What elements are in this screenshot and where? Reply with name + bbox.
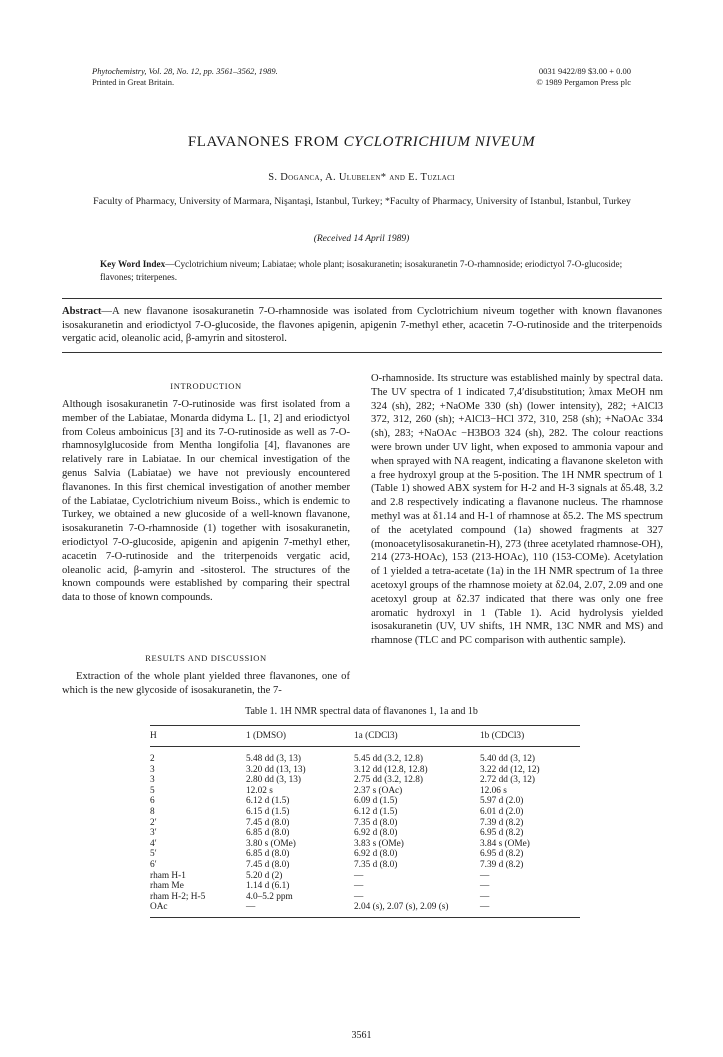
table-caption: Table 1. 1H NMR spectral data of flavanones 1, 1a and 1b [245,706,478,717]
cell: — [480,870,490,881]
col-header-1a: 1a (CDCl3) [354,726,480,747]
cell: 6 [150,796,155,807]
cell: 7.35 d (8.0) [354,817,398,828]
cell: 3.12 dd (12.8, 12.8) [354,764,428,775]
publisher-header [536,66,631,88]
cell: 5 [150,785,155,796]
cell: — [480,891,490,902]
nmr-table [150,725,580,918]
table-row [150,839,580,850]
received-date: (Received 14 April 1989) [313,234,410,244]
cell: 8 [150,806,155,817]
cell: 6.85 d (8.0) [246,828,290,839]
cell: 7.45 d (8.0) [246,817,290,828]
cell: 3.80 s (OMe) [246,838,296,849]
title-prefix: FLAVANONES FROM [187,134,340,150]
keyword-index [100,258,640,284]
table-row [150,775,580,786]
keywords-text: —Cyclotrichium niveum; Labiatae; whole plant; isosakuranetin; isosakuranetin 7-O-rhamnoside; eriodictyol 7-O-glucoside; flavones; triterpenes. [100,259,623,282]
cell: rham H-1 [150,870,186,881]
abstract-label: Abstract [62,306,102,317]
right-column-text: O-rhamnoside. Its structure was established mainly by spectral data. The UV spectra of 1 indicated 7,4′disubstitution; λmax MeOH nm 324 (sh), 282; +NaOMe 330 (sh) (lower intensity), 282; +AlCl3 372, 312, 260 (sh); +AlCl3−HCl 372, 310, 258 (sh); +NaOAc 334 (sh), 283; +NaOAc −H3BO3 324 (sh), 282. The colour reactions were brown under UV light, when exposed to ammonia vapour and when sprayed with NA reagent, indicating a flavanone skeleton with a free hydroxyl group at the 5-position. The 1H NMR spectrum of 1 (Table 1) showed ABX system for H-2 and H-3 signals at δ5.48, 3.2 and 2.8 respectively indicating a flavanone nucleus. The rhamnose methyl was at δ1.14 and H-1 of rhamnose at δ5.2. The MS spectrum of the acetylated compound (1a) showed fragments at 327 (monoacetylisosakuranetin-H), 273 (three acetylated rhamnose-OH), 214 (273-HOAc), 153 (213-HOAc), 110 (153-COMe). Acetylation of 1 yielded a tetra-acetate (1a) in the 1H NMR spectrum of 1a three acetoxyl groups of the rhamnose moiety at δ2.04, 2.07, 2.09 and one acetoxyl group at δ2.37 indicated that there was only one free aromatic hydroxyl in 1 (Table 1). Acid hydrolysis yielded isosakuranetin (UV, UV shifts, 1H NMR, 13C NMR and MS) and rhamnose (TLC and PC comparison with authentic sample). [371,373,663,647]
cell: 6.92 d (8.0) [354,828,398,839]
cell: 5.40 dd (3, 12) [480,754,536,764]
table-row [150,747,580,765]
cell: — [480,902,580,917]
cell: 6.95 d (8.2) [480,849,524,860]
cell: 3.22 dd (12, 12) [480,764,540,775]
cell: 6.12 d (1.5) [354,806,398,817]
cell: 3 [150,775,155,786]
cell: 7.45 d (8.0) [246,859,290,870]
table-row [150,849,580,860]
cell: 6.95 d (8.2) [480,828,524,839]
introduction-text: Although isosakuranetin 7-O-rutinoside was first isolated from a member of the Labiatae, Monarda didyma L. [1, 2] and eriodictyol from Coleus amboinicus [3] and its 7-O-rutinoside as well as 7-O-rhamnosylglucoside from Mentha longifolia [4], flavanones are relatively rare in Labiatae. In our chemical investigation of the genus Salvia (Labiatae) we have not previously encountered flavanones. In this first chemical investigation of another member of the Labiatae, Cyclotrichium niveum Boiss., which is endemic to Turkey, we obtained a new glucoside of a well-known flavanone, isosakuranetin 7-O-rhamnoside (1) together with isosakuranetin, eriodictyol 7-O-glucoside, apigenin and apigenin 7-methyl ether, acacetin 7-O-rutinoside and the triterpenoids vergatic acid, oleanolic acid, β-amyrin and -sitosterol. The structures of the known compounds were established by comparing their spectral data to those of known compounds. [62,399,350,604]
cell: — [354,870,364,881]
cell: 7.39 d (8.2) [480,859,524,870]
cell: 7.39 d (8.2) [480,817,524,828]
col-header-1b: 1b (CDCl3) [480,726,580,747]
authors: S. Doganca, A. Ulubelen* and E. Tuzlaci [268,172,455,183]
cell: 6.15 d (1.5) [246,806,290,817]
table-row [150,902,580,917]
cell: 5.48 dd (3, 13) [246,754,302,764]
cell: 2.04 (s), 2.07 (s), 2.09 (s) [354,902,480,917]
cell: 6.09 d (1.5) [354,796,398,807]
cell: 12.06 s [480,785,507,796]
cell: 4.0–5.2 ppm [246,891,293,902]
introduction-heading: INTRODUCTION [170,381,242,391]
page-number: 3561 [351,1030,372,1041]
cell: 2.37 s (OAc) [354,785,403,796]
table-row [150,828,580,839]
title-species: CYCLOTRICHIUM NIVEUM [343,134,536,150]
table-row [150,796,580,807]
cell: 6′ [150,859,157,870]
cell: 3.20 dd (13, 13) [246,764,306,775]
cell: 6.92 d (8.0) [354,849,398,860]
table-row [150,860,580,871]
cell: 12.02 s [246,785,273,796]
cell: 2.72 dd (3, 12) [480,775,536,786]
table-row [150,881,580,892]
keywords-label: Key Word Index [100,259,166,269]
cell: — [246,902,354,917]
cell: 7.35 d (8.0) [354,859,398,870]
cell: 3.83 s (OMe) [354,838,404,849]
abstract-bottom-rule [62,352,662,353]
cell: 5.97 d (2.0) [480,796,524,807]
cell: 6.85 d (8.0) [246,849,290,860]
cell: OAc [150,902,246,917]
cell: 5′ [150,849,157,860]
cell: rham Me [150,881,184,892]
copyright-note: © 1989 Pergamon Press plc [536,77,631,87]
cell: 5.45 dd (3.2, 12.8) [354,754,423,764]
table-row [150,871,580,882]
cell: 4′ [150,838,157,849]
abstract-top-rule [62,298,662,299]
abstract [62,305,662,346]
cell: 5.20 d (2) [246,870,283,881]
cell: — [354,881,364,892]
cell: 2 [150,754,155,764]
table-row [150,765,580,776]
issn-code: 0031 9422/89 $3.00 + 0.00 [538,66,631,76]
cell: 2′ [150,817,157,828]
article-title [0,134,723,151]
cell: 3 [150,764,155,775]
printed-note: Printed in Great Britain. [92,77,175,87]
cell: 2.75 dd (3.2, 12.8) [354,775,423,786]
table-row [150,818,580,829]
cell: 3.84 s (OMe) [480,838,530,849]
table-row [150,786,580,797]
table-row [150,892,580,903]
table-row [150,807,580,818]
cell: rham H-2; H-5 [150,891,206,902]
cell: — [354,891,364,902]
cell: 3′ [150,828,157,839]
cell: 6.01 d (2.0) [480,806,524,817]
abstract-text: —A new flavanone isosakuranetin 7-O-rhamnoside was isolated from Cyclotrichium niveum together with known flavanones isosakuranetin and eriodictyol 7-O-glucoside, the flavones apigenin, apigenin 7-methyl ether, acacetin 7-O-rutinoside and the triterpenoids vergatic acid, oleanolic acid, β-amyrin and sitosterol. [62,306,662,344]
journal-header [92,66,278,88]
results-heading: RESULTS AND DISCUSSION [145,653,267,663]
cell: 1.14 d (6.1) [246,881,290,892]
col-header-h: H [150,726,246,747]
journal-citation: Phytochemistry, Vol. 28, No. 12, pp. 3561–3562, 1989. [92,66,278,76]
col-header-1: 1 (DMSO) [246,726,354,747]
cell: — [480,881,490,892]
table-header-row [150,726,580,747]
affiliation: Faculty of Pharmacy, University of Marmara, Nişantaşi, Istanbul, Turkey; *Faculty of Pharmacy, University of Istanbul, Istanbul, Turkey [93,196,631,207]
cell: 2.80 dd (3, 13) [246,775,302,786]
results-text: Extraction of the whole plant yielded three flavanones, one of which is the new glycoside of isosakuranetin, the 7- [62,671,350,696]
cell: 6.12 d (1.5) [246,796,290,807]
